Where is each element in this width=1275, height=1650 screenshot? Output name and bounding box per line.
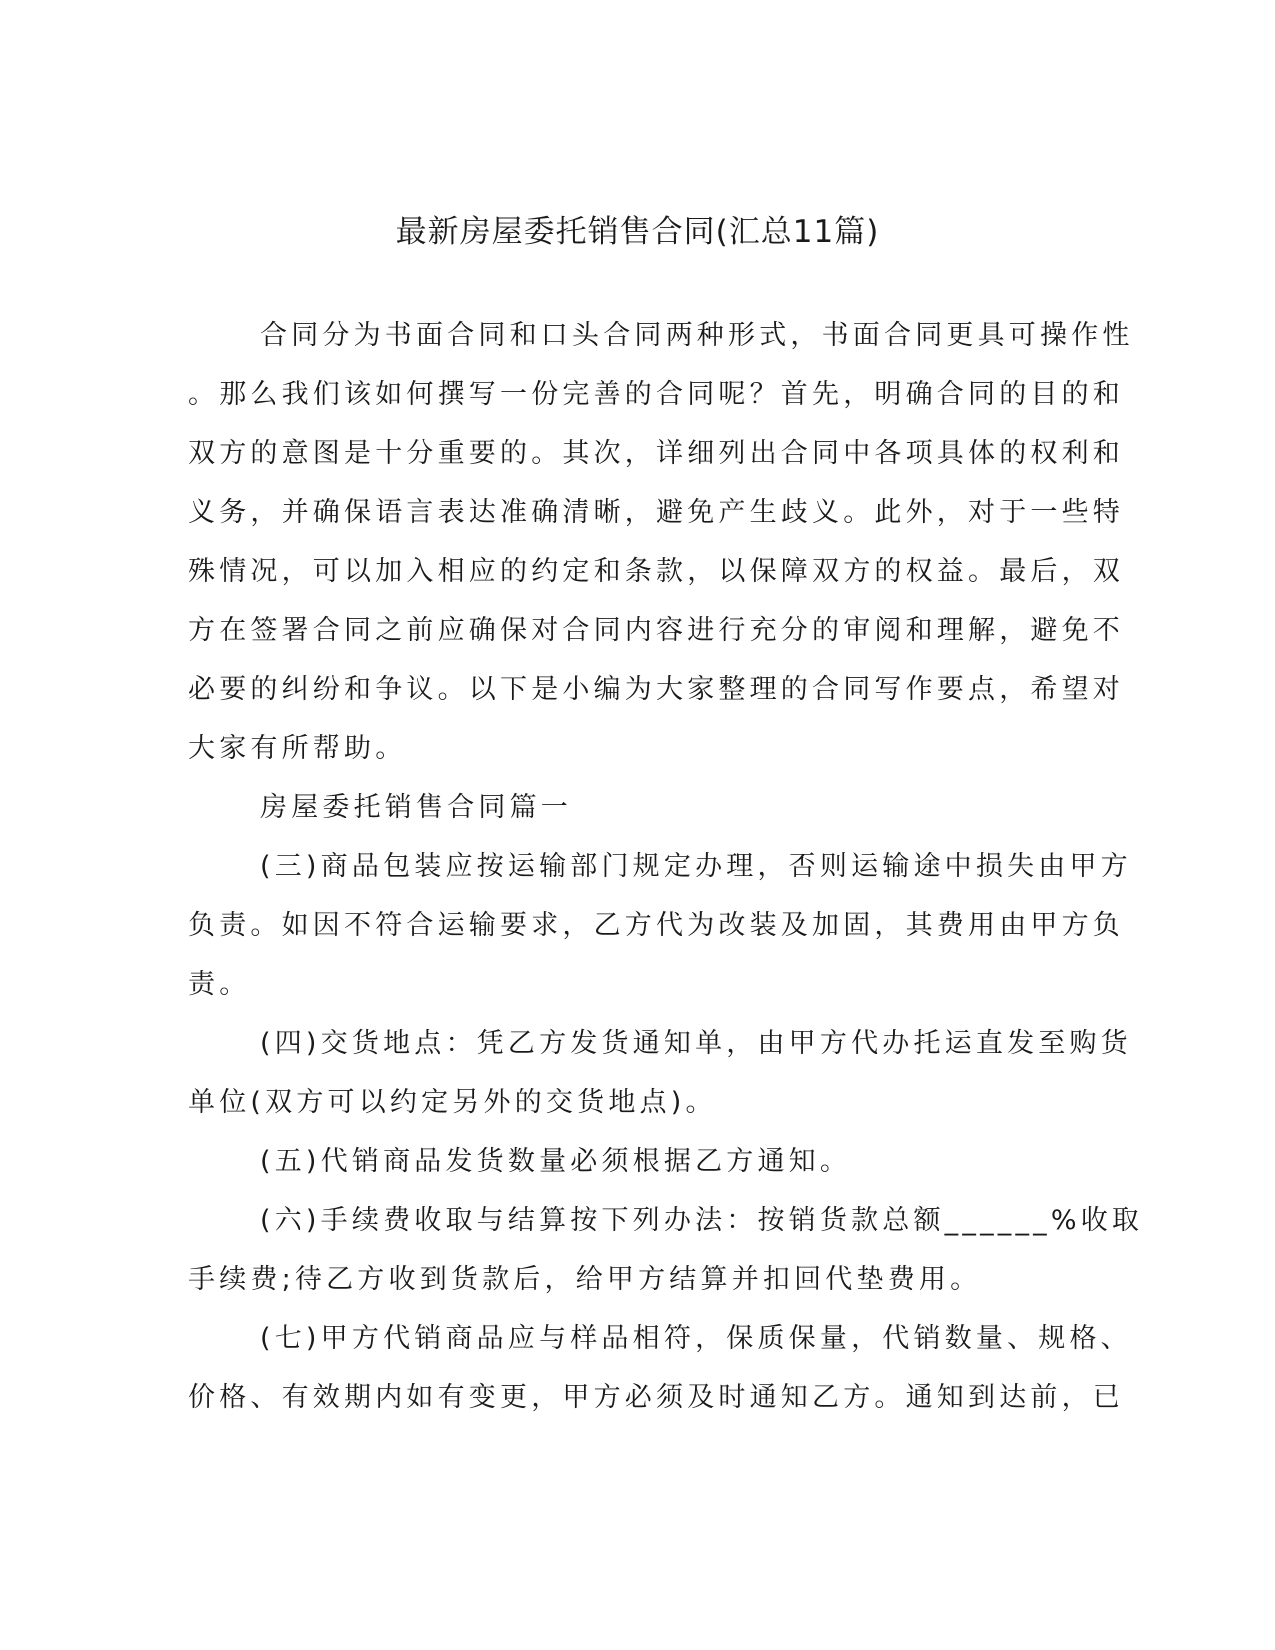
clause-7-line-2: 价格、有效期内如有变更，甲方必须及时通知乙方。通知到达前，已 bbox=[188, 1382, 1124, 1413]
document-title: 最新房屋委托销售合同(汇总11篇) bbox=[395, 214, 880, 250]
clause-6-line-2: 手续费;待乙方收到货款后，给甲方结算并扣回代垫费用。 bbox=[188, 1264, 982, 1295]
intro-line-7: 必要的纠纷和争议。以下是小编为大家整理的合同写作要点，希望对 bbox=[188, 674, 1124, 705]
clause-6-line-1: (六)手续费收取与结算按下列办法：按销货款总额______%收取 bbox=[260, 1205, 1144, 1236]
clause-3-line-2: 负责。如因不符合运输要求，乙方代为改装及加固，其费用由甲方负 bbox=[188, 910, 1124, 941]
clause-4-line-1: (四)交货地点：凭乙方发货通知单，由甲方代办托运直发至购货 bbox=[260, 1028, 1132, 1059]
intro-line-6: 方在签署合同之前应确保对合同内容进行充分的审阅和理解，避免不 bbox=[188, 615, 1124, 646]
clause-4-line-2: 单位(双方可以约定另外的交货地点)。 bbox=[188, 1087, 717, 1118]
clause-3-line-1: (三)商品包装应按运输部门规定办理，否则运输途中损失由甲方 bbox=[260, 851, 1132, 882]
clause-5-line-1: (五)代销商品发货数量必须根据乙方通知。 bbox=[260, 1146, 852, 1177]
intro-line-4: 义务，并确保语言表达准确清晰，避免产生歧义。此外，对于一些特 bbox=[188, 497, 1124, 528]
intro-line-5: 殊情况，可以加入相应的约定和条款，以保障双方的权益。最后，双 bbox=[188, 556, 1124, 587]
intro-line-1: 合同分为书面合同和口头合同两种形式，书面合同更具可操作性 bbox=[260, 320, 1134, 351]
section-heading: 房屋委托销售合同篇一 bbox=[260, 792, 572, 823]
clause-7-line-1: (七)甲方代销商品应与样品相符，保质保量，代销数量、规格、 bbox=[260, 1323, 1132, 1354]
intro-line-2: 。那么我们该如何撰写一份完善的合同呢？首先，明确合同的目的和 bbox=[188, 379, 1124, 410]
intro-line-8: 大家有所帮助。 bbox=[188, 733, 407, 764]
intro-line-3: 双方的意图是十分重要的。其次，详细列出合同中各项具体的权利和 bbox=[188, 438, 1124, 469]
clause-3-line-3: 责。 bbox=[188, 969, 251, 1000]
